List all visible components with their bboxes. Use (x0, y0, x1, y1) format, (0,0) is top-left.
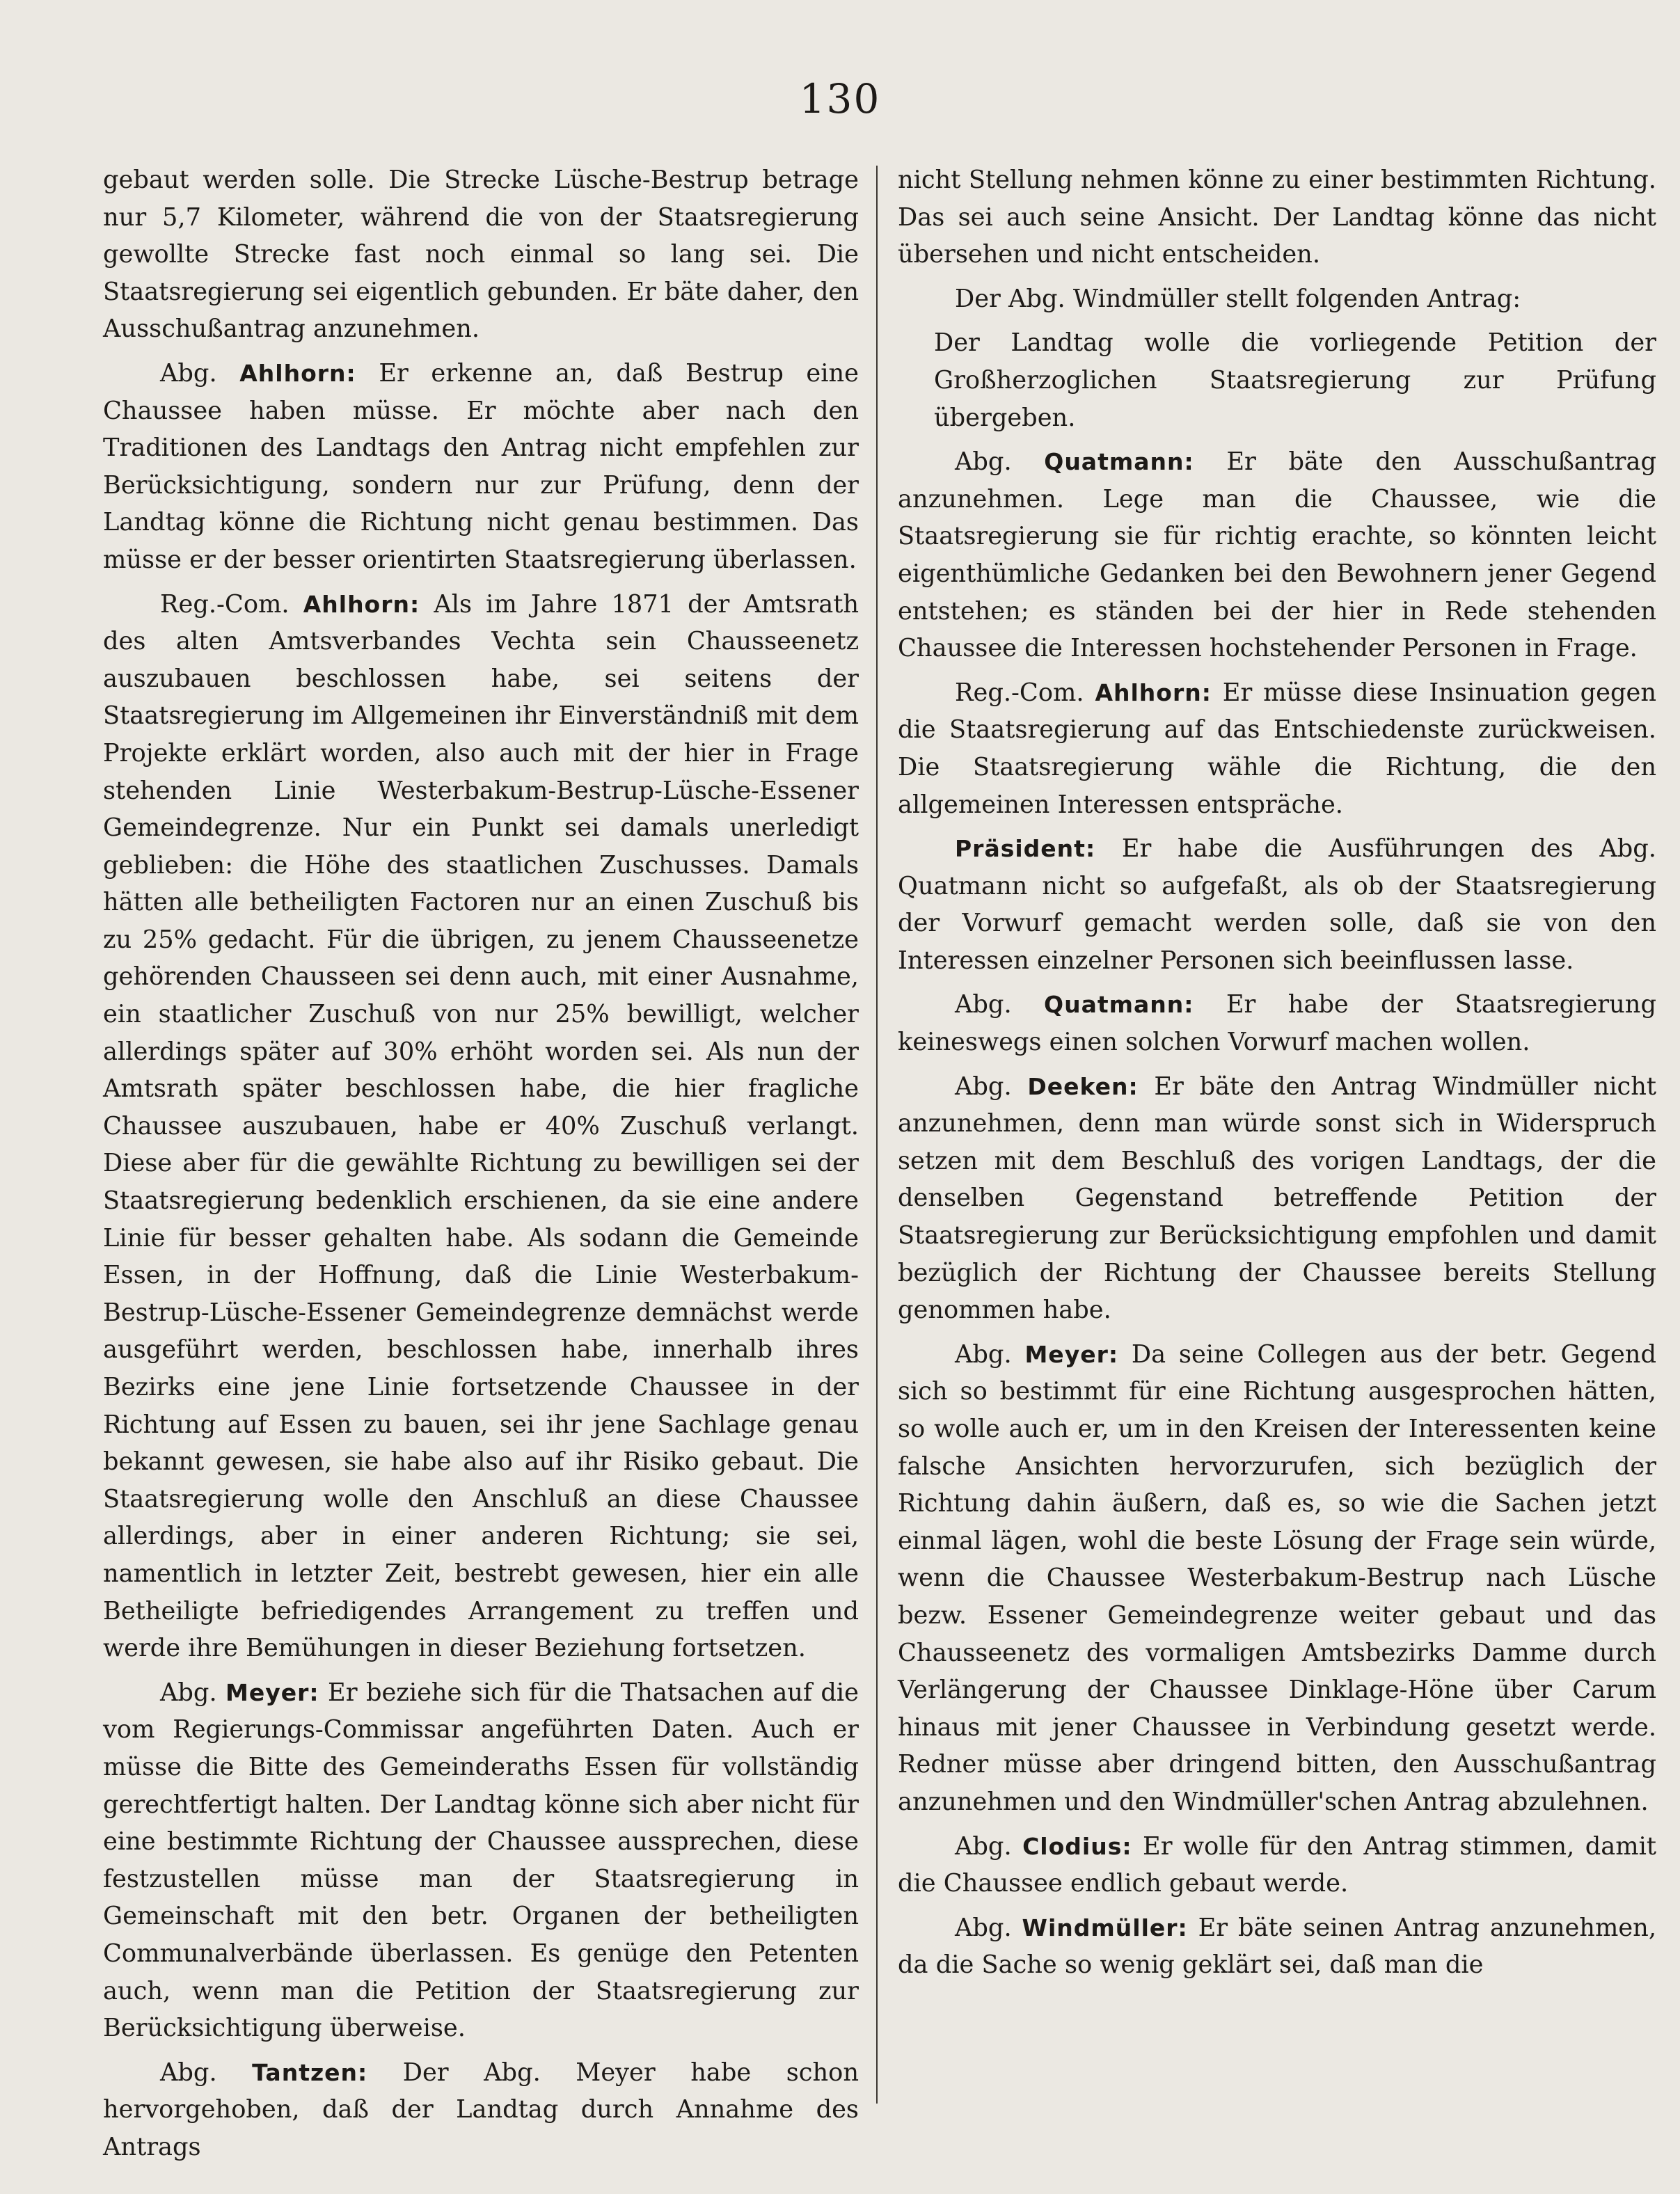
paragraph: Präsident: Er habe die Ausführungen des Abg. Quatmann nicht so aufgefaßt, als ob der Staatsregierung der Vorwurf gemacht werden solle, daß sie von den Interessen einzelner Personen sich beeinflussen lasse. (898, 834, 1656, 975)
motion-text: Der Landtag wolle die vorliegende Petition der Großherzoglichen Staatsregierung zur Prüfung übergeben. (934, 328, 1656, 432)
paragraph: gebaut werden solle. Die Strecke Lüsche-Bestrup betrage nur 5,7 Kilometer, während die von der Staatsregierung gewollte Strecke fast noch einmal so lang sei. Die Staatsregierung sei eigentlich gebunden. Er bäte daher, den Ausschußantrag anzunehmen. (103, 166, 859, 344)
paragraph: Abg. Meyer: Er beziehe sich für die Thatsachen auf die vom Regierungs-Commissar angeführten Daten. Auch er müsse die Bitte des Gemeinderaths Essen für vollständig gerechtfertigt halten. Der Landtag könne sich aber nicht für eine bestimmte Richtung der Chaussee aussprechen, diese festzustellen müsse man der Staatsregierung in Gemeinschaft mit den betr. Organen der betheiligten Communalverbände überlassen. Es genüge den Petenten auch, wenn man die Petition der Staatsregierung zur Berücksichtigung überweise. (103, 1678, 859, 2043)
speaker-name: Ahlhorn: (303, 590, 420, 618)
paragraph: Abg. Tantzen: Der Abg. Meyer habe schon hervorgehoben, daß der Landtag durch Annahme des Antrags (103, 2058, 859, 2161)
speaker-name: Meyer: (225, 1678, 319, 1706)
paragraph: Abg. Meyer: Da seine Collegen aus der betr. Gegend sich so bestimmt für eine Richtung ausgesprochen hätten, so wolle auch er, um in den Kreisen der Interessenten keine falsche Ansichten hervorzurufen, sich bezüglich der Richtung dahin äußern, daß es, so wie die Sachen jetzt einmal lägen, wohl die beste Lösung der Frage sein würde, wenn die Chaussee Westerbakum-Bestrup nach Lüsche bezw. Essener Gemeindegrenze weiter gebaut und das Chausseenetz des vormaligen Amtsbezirks Damme durch Verlängerung der Chaussee Dinklage-Höne über Carum hinaus mit jener Chaussee in Verbindung gesetzt werde. Redner müsse aber dringend bitten, den Ausschußantrag anzunehmen und den Windmüller'schen Antrag abzulehnen. (898, 1340, 1656, 1816)
paragraph: Abg. Quatmann: Er habe der Staatsregierung keineswegs einen solchen Vorwurf machen wollen. (898, 990, 1656, 1057)
speaker-name: Quatmann: (1044, 448, 1194, 476)
speaker-name: Windmüller: (1022, 1914, 1188, 1941)
paragraph: nicht Stellung nehmen könne zu einer bestimmten Richtung. Das sei auch seine Ansicht. Der Landtag könne das nicht übersehen und nicht entscheiden. (898, 166, 1656, 269)
column-divider (876, 166, 878, 2104)
right-column (898, 161, 1656, 2179)
left-column (103, 161, 859, 2179)
speaker-name: Meyer: (1024, 1340, 1119, 1368)
paragraph: Reg.-Com. Ahlhorn: Als im Jahre 1871 der Amtsrath des alten Amtsverbandes Vechta sein Chausseenetz auszubauen beschlossen habe, sei seitens der Staatsregierung im Allgemeinen ihr Einverständniß mit dem Projekte erklärt worden, also auch mit der hier in Frage stehenden Linie Westerbakum-Bestrup-Lüsche-Essener Gemeindegrenze. Nur ein Punkt sei damals unerledigt geblieben: die Höhe des staatlichen Zuschusses. Damals hätten alle betheiligten Factoren nur an einen Zuschuß bis zu 25% gedacht. Für die übrigen, zu jenem Chausseenetze gehörenden Chausseen sei denn auch, mit einer Ausnahme, ein staatlicher Zuschuß von nur 25% bewilligt, welcher allerdings später auf 30% erhöht worden sei. Als nun der Amtsrath später beschlossen habe, die hier fragliche Chaussee auszubauen, habe er 40% Zuschuß verlangt. Diese aber für die gewählte Richtung zu bewilligen sei der Staatsregierung bedenklich erschienen, da sie eine andere Linie für besser gehalten habe. Als sodann die Gemeinde Essen, in der Hoffnung, daß die Linie Westerbakum-Bestrup-Lüsche-Essener Gemeindegrenze demnächst werde ausgeführt werden, beschlossen habe, innerhalb ihres Bezirks eine jene Linie fortsetzende Chaussee in der Richtung auf Essen zu bauen, sei ihr jene Sachlage genau bekannt gewesen, sie habe also auf ihr Risiko gebaut. Die Staatsregierung wolle den Anschluß an diese Chaussee allerdings, aber in einer anderen Richtung; sie sei, namentlich in letzter Zeit, bestrebt gewesen, hier ein alle Betheiligte befriedigendes Arrangement zu treffen und werde ihre Bemühungen in dieser Beziehung fortsetzen. (103, 589, 859, 1663)
paragraph: Abg. Clodius: Er wolle für den Antrag stimmen, damit die Chaussee endlich gebaut werde. (898, 1831, 1656, 1898)
paragraph: Abg. Windmüller: Er bäte seinen Antrag anzunehmen, da die Sache so wenig geklärt sei, daß man die (898, 1913, 1656, 1980)
speaker-name: Deeken: (1027, 1072, 1139, 1100)
paragraph: Abg. Deeken: Er bäte den Antrag Windmüller nicht anzunehmen, denn man würde sonst sich in Widerspruch setzen mit dem Beschluß des vorigen Landtags, der die denselben Gegenstand betreffende Petition der Staatsregierung zur Berücksichtigung empfohlen und damit bezüglich der Richtung der Chaussee bereits Stellung genommen habe. (898, 1072, 1656, 1325)
speaker-name: Präsident: (955, 835, 1096, 863)
speaker-name: Tantzen: (252, 2058, 368, 2086)
speaker-name: Quatmann: (1044, 991, 1194, 1019)
paragraph: Der Abg. Windmüller stellt folgenden Antrag: (955, 284, 1521, 313)
paragraph: Reg.-Com. Ahlhorn: Er müsse diese Insinuation gegen die Staatsregierung auf das Entschiedenste zurückweisen. Die Staatsregierung wähle die Richtung, die den allgemeinen Interessen entspräche. (898, 678, 1656, 819)
paragraph: Abg. Quatmann: Er bäte den Ausschußantrag anzunehmen. Lege man die Chaussee, wie die Staatsregierung sie für richtig erachte, so könnten leicht eigenthümliche Gedanken bei den Bewohnern jener Gegend entstehen; es ständen bei der hier in Rede stehenden Chaussee die Interessen hochstehender Personen in Frage. (898, 447, 1656, 663)
page-number: 130 (799, 75, 881, 122)
speaker-name: Clodius: (1022, 1832, 1132, 1860)
speaker-name: Ahlhorn: (239, 359, 356, 387)
paragraph: Abg. Ahlhorn: Er erkenne an, daß Bestrup eine Chaussee haben müsse. Er möchte aber nach den Traditionen des Landtags den Antrag nicht empfehlen zur Berücksichtigung, sondern nur zur Prüfung, denn der Landtag könne die Richtung nicht genau bestimmen. Das müsse er der besser orientirten Staatsregierung überlassen. (103, 358, 859, 574)
speaker-name: Ahlhorn: (1095, 678, 1212, 706)
